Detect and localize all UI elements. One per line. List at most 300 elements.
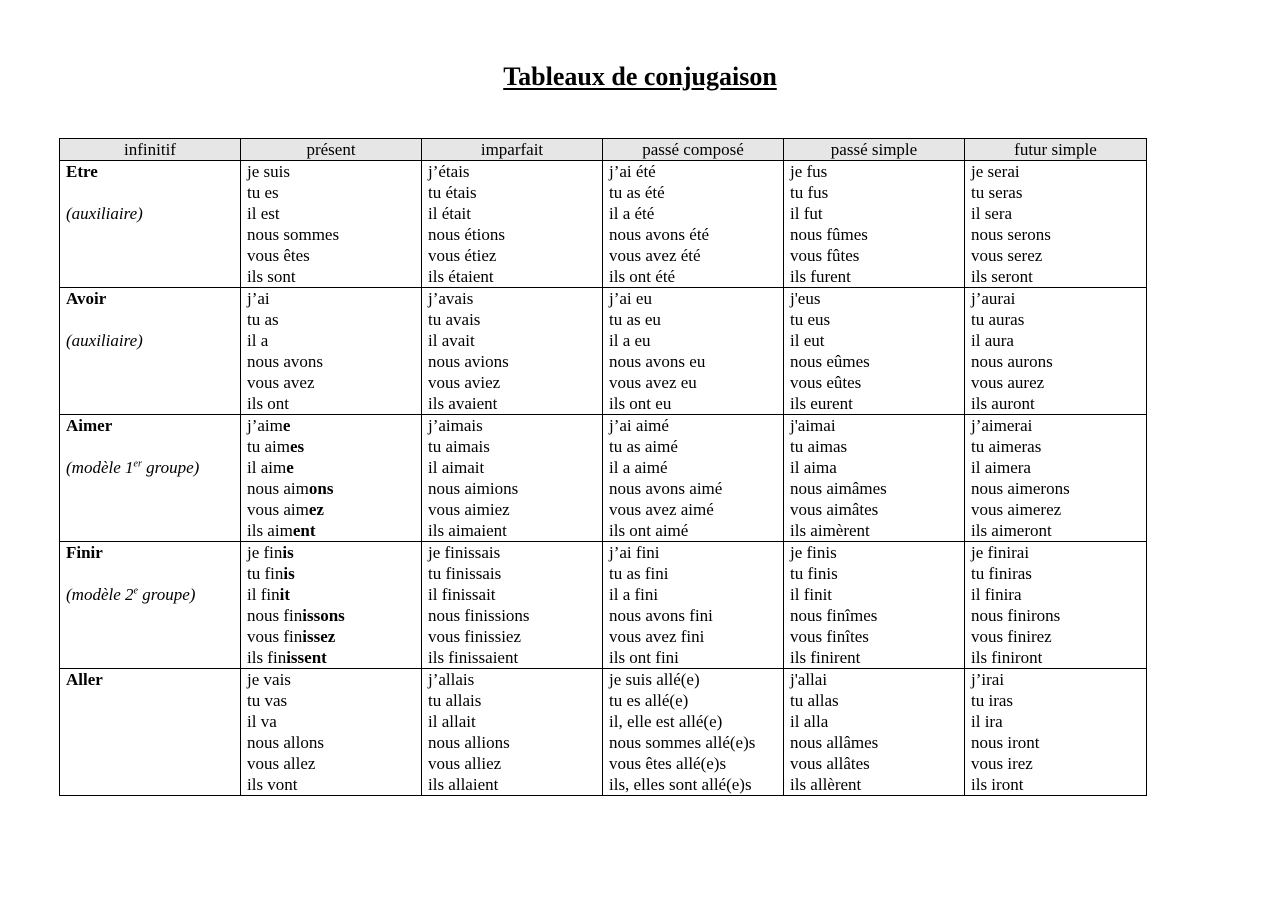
tense-cell-passe-simple	[784, 542, 965, 669]
infinitive-cell	[60, 288, 241, 415]
conjugation-line	[247, 647, 421, 668]
conjugation-line	[609, 499, 783, 520]
conjugation-text: ils eurent	[790, 394, 853, 413]
conjugation-text: ils sont	[247, 267, 296, 286]
conjugation-line	[790, 711, 964, 732]
conjugation-text: il avait	[428, 331, 475, 350]
conjugation-text: il allait	[428, 712, 476, 731]
conjugation-line	[609, 224, 783, 245]
conjugation-text: vous fin	[247, 627, 303, 646]
conjugation-text: tu finissais	[428, 564, 502, 583]
conjugation-text: nous aurons	[971, 352, 1053, 371]
conjugation-text: ils étaient	[428, 267, 494, 286]
conjugation-text: j'allai	[790, 670, 828, 689]
conjugation-text: vous avez été	[609, 246, 701, 265]
conjugation-line	[790, 542, 964, 563]
conjugation-ending: e	[286, 458, 294, 477]
conjugation-line	[971, 393, 1146, 414]
conjugation-line	[247, 605, 421, 626]
conjugation-line	[609, 478, 783, 499]
spacer	[66, 309, 240, 330]
conjugation-text: je suis allé(e)	[609, 670, 700, 689]
conjugation-line	[971, 415, 1146, 436]
conjugation-text: j’ai été	[609, 162, 656, 181]
conjugation-line	[971, 626, 1146, 647]
conjugation-text: il aimera	[971, 458, 1031, 477]
tense-cell-imparfait	[422, 288, 603, 415]
conjugation-line	[428, 436, 602, 457]
conjugation-text: il aima	[790, 458, 837, 477]
verb-name: Avoir	[66, 289, 107, 308]
conjugation-line	[428, 732, 602, 753]
conjugation-line	[247, 711, 421, 732]
conjugation-line	[428, 584, 602, 605]
conjugation-line	[428, 351, 602, 372]
tense-cell-futur-simple	[965, 288, 1147, 415]
verb-row-avoir	[60, 288, 1147, 415]
conjugation-ending: issons	[302, 606, 345, 625]
conjugation-text: tu finiras	[971, 564, 1032, 583]
conjugation-text: vous aurez	[971, 373, 1045, 392]
conjugation-line	[428, 563, 602, 584]
conjugation-line	[971, 372, 1146, 393]
conjugation-line	[247, 774, 421, 795]
conjugation-text: ils furent	[790, 267, 851, 286]
conjugation-text: il finit	[790, 585, 833, 604]
conjugation-line	[609, 372, 783, 393]
verb-note-text: (modèle 1	[66, 458, 134, 477]
conjugation-line	[790, 520, 964, 541]
header-futur-simple: futur simple	[965, 139, 1147, 161]
conjugation-line	[790, 669, 964, 690]
conjugation-line	[790, 415, 964, 436]
conjugation-text: tu as été	[609, 183, 665, 202]
conjugation-text: ils aim	[247, 521, 293, 540]
conjugation-line	[971, 436, 1146, 457]
conjugation-text: vous aimiez	[428, 500, 510, 519]
conjugation-line	[971, 584, 1146, 605]
conjugation-line	[971, 732, 1146, 753]
conjugation-line	[247, 436, 421, 457]
conjugation-text: vous finissiez	[428, 627, 522, 646]
conjugation-line	[247, 245, 421, 266]
conjugation-text: vous avez fini	[609, 627, 705, 646]
conjugation-text: il sera	[971, 204, 1013, 223]
conjugation-text: nous sommes allé(e)s	[609, 733, 756, 752]
conjugation-line	[247, 309, 421, 330]
header-passe-compose: passé composé	[603, 139, 784, 161]
conjugation-line	[247, 542, 421, 563]
conjugation-text: ils aimaient	[428, 521, 507, 540]
conjugation-text: je finirai	[971, 543, 1030, 562]
conjugation-line	[790, 457, 964, 478]
tense-cell-passe-simple	[784, 161, 965, 288]
conjugation-line	[609, 415, 783, 436]
conjugation-line	[428, 203, 602, 224]
conjugation-line	[247, 753, 421, 774]
conjugation-text: vous avez	[247, 373, 315, 392]
conjugation-line	[247, 266, 421, 287]
conjugation-line	[247, 351, 421, 372]
conjugation-text: nous avions	[428, 352, 509, 371]
conjugation-line	[971, 520, 1146, 541]
tense-cell-passe-compose	[603, 288, 784, 415]
conjugation-text: nous avons	[247, 352, 324, 371]
conjugation-text: je fus	[790, 162, 828, 181]
conjugation-line	[609, 669, 783, 690]
header-present: présent	[241, 139, 422, 161]
conjugation-text: j’aim	[247, 416, 283, 435]
conjugation-line	[247, 732, 421, 753]
conjugation-line	[971, 647, 1146, 668]
conjugation-line	[790, 351, 964, 372]
conjugation-line	[609, 203, 783, 224]
conjugation-line	[609, 563, 783, 584]
spacer	[66, 563, 240, 584]
conjugation-ending: ent	[292, 521, 316, 540]
conjugation-text: nous finissions	[428, 606, 530, 625]
conjugation-text: j'eus	[790, 289, 821, 308]
conjugation-line	[971, 711, 1146, 732]
conjugation-text: il ira	[971, 712, 1003, 731]
conjugation-text: ils allaient	[428, 775, 499, 794]
conjugation-line	[971, 457, 1146, 478]
conjugation-line	[247, 182, 421, 203]
conjugation-line	[790, 288, 964, 309]
conjugation-text: j’aimerai	[971, 416, 1033, 435]
conjugation-text: vous alliez	[428, 754, 502, 773]
conjugation-line	[790, 478, 964, 499]
spacer	[66, 436, 240, 457]
conjugation-line	[971, 309, 1146, 330]
conjugation-line	[790, 647, 964, 668]
conjugation-line	[428, 647, 602, 668]
conjugation-text: vous finîtes	[790, 627, 869, 646]
tense-cell-imparfait	[422, 542, 603, 669]
conjugation-ending: it	[279, 585, 290, 604]
conjugation-line	[428, 288, 602, 309]
conjugation-text: vous finirez	[971, 627, 1052, 646]
conjugation-line	[790, 690, 964, 711]
conjugation-text: tu as eu	[609, 310, 661, 329]
conjugation-text: nous sommes	[247, 225, 340, 244]
conjugation-line	[609, 647, 783, 668]
conjugation-text: il, elle est allé(e)	[609, 712, 723, 731]
conjugation-line	[609, 161, 783, 182]
conjugation-text: tu vas	[247, 691, 288, 710]
conjugation-text: nous allions	[428, 733, 510, 752]
conjugation-line	[790, 563, 964, 584]
conjugation-text: nous aimions	[428, 479, 519, 498]
conjugation-text: vous allez	[247, 754, 316, 773]
tense-cell-passe-compose	[603, 415, 784, 542]
conjugation-line	[790, 393, 964, 414]
conjugation-text: j’ai	[247, 289, 270, 308]
conjugation-line	[247, 415, 421, 436]
conjugation-line	[428, 415, 602, 436]
conjugation-line	[790, 182, 964, 203]
conjugation-text: il finissait	[428, 585, 496, 604]
conjugation-text: tu aim	[247, 437, 290, 456]
conjugation-text: vous serez	[971, 246, 1043, 265]
conjugation-text: ils ont aimé	[609, 521, 689, 540]
conjugation-text: nous avons aimé	[609, 479, 723, 498]
tense-cell-present	[241, 288, 422, 415]
conjugation-text: j’aimais	[428, 416, 483, 435]
verb-note	[66, 330, 240, 351]
conjugation-line	[247, 499, 421, 520]
conjugation-text: tu avais	[428, 310, 481, 329]
tense-cell-present	[241, 669, 422, 796]
conjugation-line	[609, 774, 783, 795]
conjugation-line	[247, 584, 421, 605]
conjugation-line	[971, 669, 1146, 690]
conjugation-text: nous serons	[971, 225, 1051, 244]
infinitive-cell	[60, 161, 241, 288]
conjugation-line	[971, 478, 1146, 499]
conjugation-line	[971, 245, 1146, 266]
conjugation-text: vous allâtes	[790, 754, 870, 773]
conjugation-line	[609, 457, 783, 478]
tense-cell-imparfait	[422, 669, 603, 796]
conjugation-line	[428, 711, 602, 732]
header-passe-simple: passé simple	[784, 139, 965, 161]
conjugation-text: il alla	[790, 712, 829, 731]
conjugation-line	[428, 224, 602, 245]
conjugation-text: nous iront	[971, 733, 1040, 752]
conjugation-text: il eut	[790, 331, 825, 350]
conjugation-text: tu eus	[790, 310, 831, 329]
conjugation-text: tu aimas	[790, 437, 848, 456]
conjugation-line	[247, 626, 421, 647]
conjugation-line	[247, 161, 421, 182]
conjugation-text: vous avez eu	[609, 373, 697, 392]
conjugation-line	[971, 690, 1146, 711]
conjugation-line	[790, 732, 964, 753]
conjugation-line	[609, 626, 783, 647]
conjugation-text: nous fin	[247, 606, 303, 625]
conjugation-text: tu allais	[428, 691, 482, 710]
conjugation-text: ils ont fini	[609, 648, 679, 667]
conjugation-text: je serai	[971, 162, 1020, 181]
conjugation-text: j’ai eu	[609, 289, 652, 308]
tense-cell-futur-simple	[965, 542, 1147, 669]
verb-name: Aller	[66, 670, 103, 689]
conjugation-line	[971, 182, 1146, 203]
conjugation-line	[790, 436, 964, 457]
conjugation-text: ils seront	[971, 267, 1033, 286]
conjugation-text: nous finirons	[971, 606, 1061, 625]
conjugation-line	[971, 330, 1146, 351]
conjugation-text: nous aim	[247, 479, 309, 498]
conjugation-line	[247, 690, 421, 711]
conjugation-line	[609, 605, 783, 626]
conjugation-line	[790, 774, 964, 795]
tense-cell-futur-simple	[965, 669, 1147, 796]
verb-note-text: (modèle 2	[66, 585, 134, 604]
spacer	[66, 182, 240, 203]
conjugation-text: vous aim	[247, 500, 309, 519]
conjugation-ending: ez	[308, 500, 324, 519]
conjugation-line	[971, 499, 1146, 520]
conjugation-text: j’avais	[428, 289, 474, 308]
conjugation-text: vous êtes	[247, 246, 310, 265]
verb-note-text: (auxiliaire)	[66, 204, 143, 223]
conjugation-text: il était	[428, 204, 471, 223]
verb-note	[66, 203, 240, 224]
conjugation-line	[609, 351, 783, 372]
verb-name: Aimer	[66, 416, 113, 435]
conjugation-line	[428, 753, 602, 774]
conjugation-text: ils avaient	[428, 394, 498, 413]
conjugation-line	[247, 393, 421, 414]
conjugation-text: ils vont	[247, 775, 298, 794]
conjugation-text: ils aimèrent	[790, 521, 870, 540]
verb-row-aimer	[60, 415, 1147, 542]
page-title: Tableaux de conjugaison	[503, 62, 777, 91]
conjugation-text: j’aurai	[971, 289, 1016, 308]
verb-note-text: (auxiliaire)	[66, 331, 143, 350]
tense-cell-present	[241, 415, 422, 542]
header-infinitif: infinitif	[60, 139, 241, 161]
conjugation-line	[428, 182, 602, 203]
conjugation-line	[428, 774, 602, 795]
tense-cell-present	[241, 161, 422, 288]
conjugation-text: ils ont	[247, 394, 290, 413]
conjugation-line	[609, 330, 783, 351]
conjugation-line	[609, 753, 783, 774]
conjugation-line	[609, 584, 783, 605]
conjugation-text: nous avons eu	[609, 352, 706, 371]
conjugation-text: nous eûmes	[790, 352, 870, 371]
conjugation-text: tu aimeras	[971, 437, 1042, 456]
conjugation-text: tu auras	[971, 310, 1025, 329]
conjugation-line	[428, 478, 602, 499]
verb-row-aller	[60, 669, 1147, 796]
conjugation-text: ils ont eu	[609, 394, 672, 413]
conjugation-line	[428, 669, 602, 690]
conjugation-text: nous aimerons	[971, 479, 1070, 498]
conjugation-line	[428, 266, 602, 287]
conjugation-text: ils ont été	[609, 267, 676, 286]
conjugation-ending: es	[289, 437, 305, 456]
conjugation-text: il est	[247, 204, 280, 223]
conjugation-text: il aimait	[428, 458, 485, 477]
conjugation-text: nous étions	[428, 225, 505, 244]
conjugation-line	[247, 203, 421, 224]
conjugation-line	[247, 563, 421, 584]
conjugation-text: il aim	[247, 458, 287, 477]
conjugation-ending: issez	[302, 627, 336, 646]
conjugation-text: tu allas	[790, 691, 839, 710]
conjugation-line	[790, 499, 964, 520]
conjugation-text: tu fin	[247, 564, 284, 583]
verb-note	[66, 457, 240, 478]
conjugation-text: il a	[247, 331, 269, 350]
conjugation-text: tu fus	[790, 183, 829, 202]
conjugation-line	[247, 372, 421, 393]
conjugation-text: j'aimai	[790, 416, 836, 435]
conjugation-line	[790, 626, 964, 647]
verb-name: Finir	[66, 543, 103, 562]
conjugation-text: tu es allé(e)	[609, 691, 689, 710]
verb-row-finir	[60, 542, 1147, 669]
conjugation-line	[790, 161, 964, 182]
conjugation-text: nous aimâmes	[790, 479, 887, 498]
conjugation-text: ils auront	[971, 394, 1035, 413]
conjugation-text: ils finissaient	[428, 648, 519, 667]
conjugation-line	[428, 499, 602, 520]
conjugation-line	[609, 542, 783, 563]
conjugation-line	[971, 266, 1146, 287]
conjugation-text: ils, elles sont allé(e)s	[609, 775, 752, 794]
conjugation-line	[428, 309, 602, 330]
conjugation-ending: ons	[308, 479, 334, 498]
conjugation-ending: issent	[286, 648, 327, 667]
conjugation-text: vous êtes allé(e)s	[609, 754, 727, 773]
conjugation-line	[790, 224, 964, 245]
conjugation-text: ils allèrent	[790, 775, 862, 794]
tense-cell-passe-simple	[784, 669, 965, 796]
conjugation-line	[428, 330, 602, 351]
infinitive-cell	[60, 415, 241, 542]
conjugation-line	[790, 584, 964, 605]
conjugation-line	[971, 203, 1146, 224]
conjugation-text: il a aimé	[609, 458, 668, 477]
conjugation-text: je finissais	[428, 543, 501, 562]
conjugation-line	[790, 266, 964, 287]
conjugation-text: tu seras	[971, 183, 1023, 202]
conjugation-text: nous allâmes	[790, 733, 879, 752]
conjugation-line	[247, 288, 421, 309]
conjugation-text: vous aimerez	[971, 500, 1062, 519]
conjugation-line	[247, 669, 421, 690]
conjugation-text: ils fin	[247, 648, 287, 667]
header-imparfait: imparfait	[422, 139, 603, 161]
conjugation-line	[609, 732, 783, 753]
conjugation-text: nous avons fini	[609, 606, 713, 625]
conjugation-text: il a eu	[609, 331, 651, 350]
verb-note-superscript: er	[133, 458, 142, 470]
conjugation-text: il fut	[790, 204, 823, 223]
conjugation-text: nous avons été	[609, 225, 710, 244]
conjugation-line	[609, 266, 783, 287]
tense-cell-futur-simple	[965, 161, 1147, 288]
conjugation-text: nous fûmes	[790, 225, 868, 244]
conjugation-text: je suis	[247, 162, 290, 181]
verb-name: Etre	[66, 162, 98, 181]
conjugation-body	[60, 161, 1147, 796]
conjugation-line	[428, 245, 602, 266]
conjugation-line	[609, 309, 783, 330]
conjugation-line	[971, 563, 1146, 584]
conjugation-text: j’ai fini	[609, 543, 660, 562]
conjugation-text: vous aimâtes	[790, 500, 879, 519]
conjugation-line	[971, 288, 1146, 309]
conjugation-line	[609, 711, 783, 732]
conjugation-text: vous aviez	[428, 373, 501, 392]
tense-cell-present	[241, 542, 422, 669]
conjugation-text: il a fini	[609, 585, 659, 604]
conjugation-line	[790, 203, 964, 224]
conjugation-line	[247, 520, 421, 541]
conjugation-line	[971, 542, 1146, 563]
conjugation-text: tu finis	[790, 564, 838, 583]
conjugation-text: tu aimais	[428, 437, 490, 456]
conjugation-line	[428, 372, 602, 393]
conjugation-line	[790, 309, 964, 330]
conjugation-line	[428, 690, 602, 711]
